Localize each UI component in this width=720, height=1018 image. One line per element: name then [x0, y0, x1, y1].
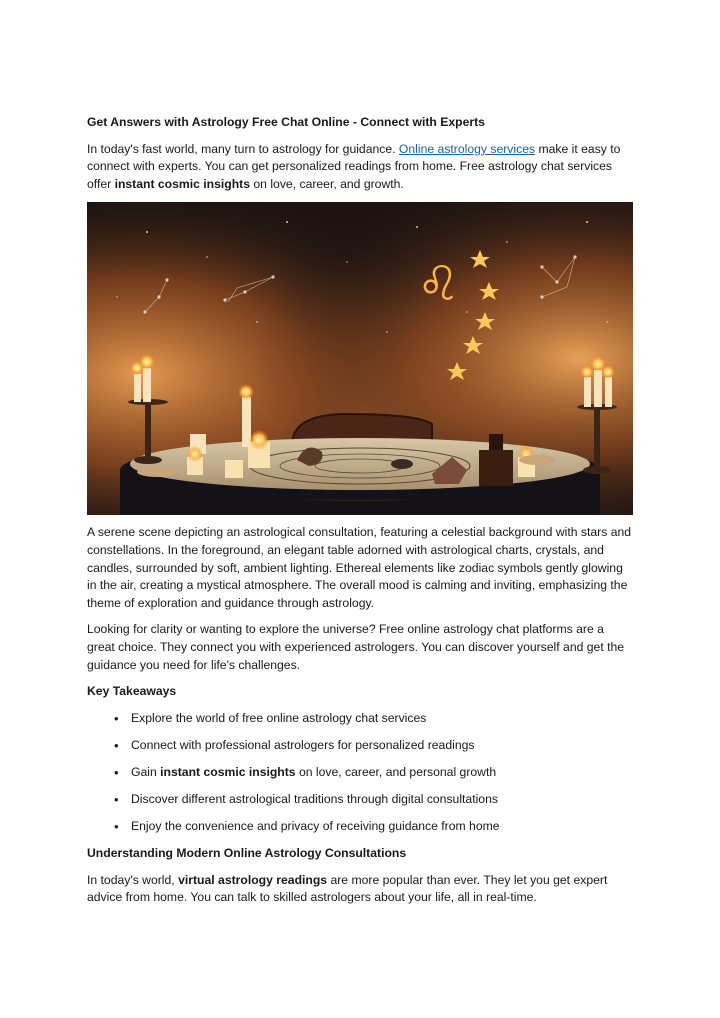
- section-heading: Understanding Modern Online Astrology Consultations: [87, 846, 407, 861]
- section-text-start: In today's world,: [87, 872, 179, 887]
- list-item-text-start: Gain: [131, 764, 161, 779]
- intro-text-start: In today's fast world, many turn to astrology for guidance.: [87, 141, 399, 156]
- list-item: [87, 764, 633, 782]
- bullet-icon: •: [114, 710, 119, 726]
- intro-text-end: on love, career, and growth.: [250, 176, 404, 191]
- list-item: [87, 737, 633, 755]
- list-item-text-end: on love, career, and personal growth: [295, 764, 497, 779]
- list-item: [87, 791, 633, 809]
- intro-text-middle: make it easy to connect with experts. You can get personalized readings from home. Free astrology chat services offer: [87, 141, 621, 191]
- image-caption: A serene scene depicting an astrological consultation, featuring a celestial background with stars and constellations. In the foreground, an elegant table adorned with astrological charts, crystals, and candles, surrounded by soft, ambient lighting. Ethereal elements like zodiac symbols gently glowing in the air, creating a mystical atmosphere. The overall mood is calming and inviting, emphasizing the theme of exploration and guidance through astrology.: [87, 525, 632, 610]
- key-takeaways-list: [87, 710, 633, 836]
- intro-bold-text: instant cosmic insights: [114, 176, 251, 191]
- list-item: [87, 710, 633, 728]
- section-bold-text: virtual astrology readings: [178, 872, 328, 887]
- zodiac-leo-symbol: ♌: [417, 256, 461, 313]
- section-paragraph: [87, 872, 633, 907]
- bullet-icon: •: [114, 819, 119, 835]
- list-item: [87, 818, 633, 836]
- bullet-icon: •: [114, 764, 119, 780]
- section-text-end: are more popular than ever. They let you get expert advice from home. You can talk to skilled astrologers about your life, all in real-time.: [87, 872, 608, 905]
- list-item-bold-text: instant cosmic insights: [160, 764, 296, 779]
- key-takeaways-heading: Key Takeaways: [87, 684, 177, 699]
- list-item-text: Explore the world of free online astrology chat services: [131, 710, 427, 725]
- article-title: Get Answers with Astrology Free Chat Online - Connect with Experts: [87, 115, 485, 129]
- clarity-paragraph: Looking for clarity or wanting to explore the universe? Free online astrology chat platforms are a great choice. They connect you with experienced astrologers. You can discover yourself and get the guidance you need for life's challenges.: [87, 622, 625, 672]
- astrology-consultation-image: [87, 202, 633, 515]
- intro-paragraph: [87, 141, 633, 194]
- list-item-text: Discover different astrological traditions through digital consultations: [131, 792, 498, 806]
- bullet-icon: •: [114, 792, 119, 807]
- list-item-text: Enjoy the convenience and privacy of receiving guidance from home: [131, 819, 500, 834]
- online-astrology-services-link[interactable]: Online astrology services: [398, 141, 536, 156]
- article: [87, 114, 633, 916]
- list-item-text: Connect with professional astrologers for personalized readings: [131, 737, 475, 752]
- bullet-icon: •: [114, 737, 119, 753]
